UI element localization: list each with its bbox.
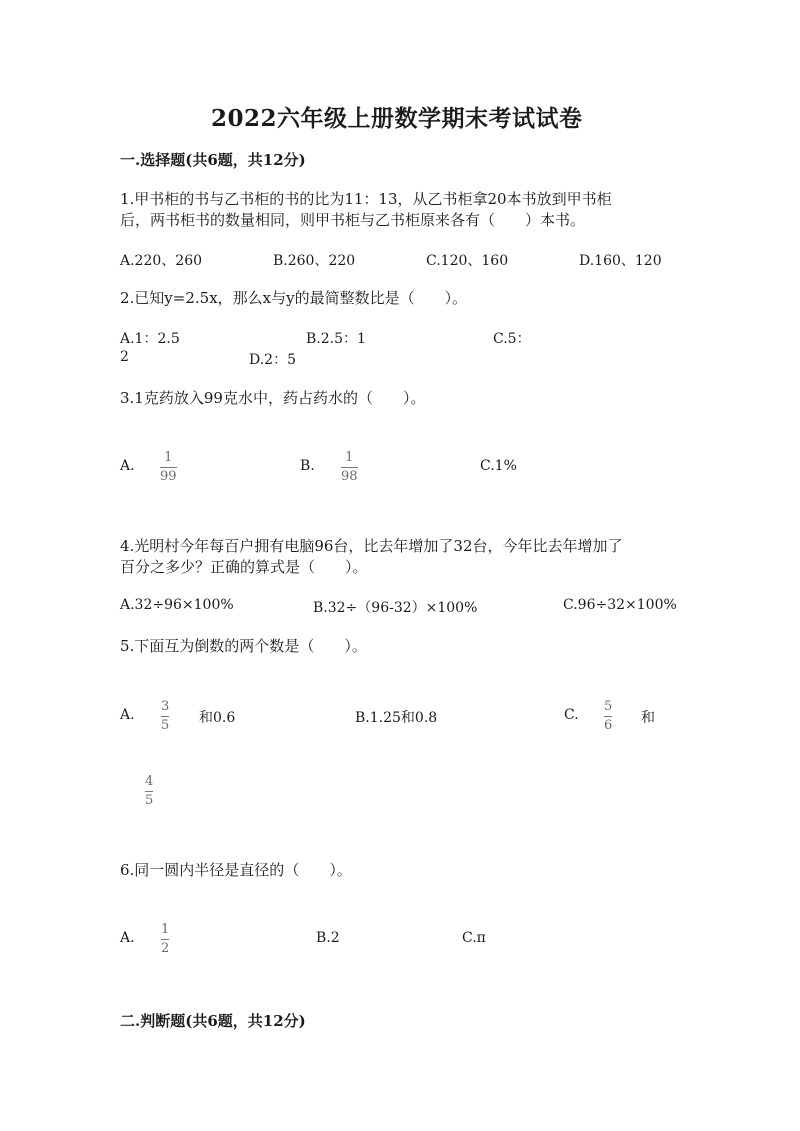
fraction-numerator: 4	[145, 774, 154, 789]
fraction-bar	[604, 716, 612, 717]
fraction-numerator: 3	[161, 699, 170, 714]
question-2-text: 2.已知y=2.5x，那么x与y的最简整数比是（ ）。	[120, 289, 468, 307]
fraction-bar	[145, 791, 153, 792]
fraction-denominator: 98	[341, 469, 358, 484]
fraction-numerator: 1	[164, 450, 173, 465]
question-6-option-b: B.2	[316, 930, 340, 946]
question-2-option-c: C.5：	[493, 331, 531, 347]
question-5-option-c-tail: 和	[641, 710, 655, 726]
question-4-option-a: A.32÷96×100%	[120, 597, 234, 613]
fraction-bar	[341, 467, 358, 468]
fraction-numerator: 1	[161, 922, 170, 937]
question-5-option-a-label: A.	[120, 707, 135, 723]
fraction-bar	[161, 939, 169, 940]
fraction-denominator: 99	[160, 469, 177, 484]
section-judgement-heading: 二.判断题(共6题，共12分)	[120, 1012, 306, 1030]
question-1-line-2: 后，两书柜书的数量相同，则甲书柜与乙书柜原来各有（ ）本书。	[120, 211, 586, 229]
question-1-option-d: D.160、120	[579, 253, 662, 269]
question-6-option-a-label: A.	[120, 930, 135, 946]
question-2-option-c-continued: 2	[120, 349, 129, 365]
question-3-option-a-fraction	[160, 451, 177, 484]
fraction-denominator: 5	[161, 718, 170, 733]
question-5-option-a-fraction	[161, 700, 169, 733]
question-3-option-b-fraction	[341, 451, 358, 484]
question-5-text: 5.下面互为倒数的两个数是（ ）。	[120, 637, 367, 655]
fraction-denominator: 2	[161, 941, 170, 956]
question-4-option-b: B.32÷（96-32）×100%	[313, 600, 478, 616]
question-5-option-c-label: C.	[564, 707, 579, 723]
question-5-option-c-fraction	[604, 700, 612, 733]
question-4-option-c: C.96÷32×100%	[563, 597, 677, 613]
question-3-text: 3.1克药放入99克水中，药占药水的（ ）。	[120, 389, 426, 407]
fraction-denominator: 6	[604, 718, 613, 733]
question-5-option-a-tail: 和0.6	[199, 710, 236, 726]
question-3-option-a-label: A.	[120, 458, 135, 474]
question-6-text: 6.同一圆内半径是直径的（ ）。	[120, 861, 352, 879]
question-3-option-c: C.1%	[480, 458, 517, 474]
section-choice-heading: 一.选择题(共6题，共12分)	[120, 151, 306, 169]
question-5-option-b: B.1.25和0.8	[355, 710, 438, 726]
fraction-denominator: 5	[145, 793, 154, 808]
question-6-option-a-fraction	[161, 923, 169, 956]
question-4-line-1: 4.光明村今年每百户拥有电脑96台，比去年增加了32台，今年比去年增加了	[120, 537, 623, 555]
question-1-option-c: C.120、160	[426, 253, 509, 269]
fraction-bar	[160, 467, 177, 468]
page-title: 2022六年级上册数学期末考试试卷	[211, 105, 583, 132]
question-4-line-2: 百分之多少？正确的算式是（ ）。	[120, 558, 368, 576]
question-1-option-b: B.260、220	[273, 253, 356, 269]
question-6-option-c: C.π	[462, 930, 486, 946]
fraction-bar	[161, 716, 169, 717]
question-2-option-a: A.1：2.5	[120, 331, 180, 347]
fraction-numerator: 1	[345, 450, 354, 465]
question-2-option-d: D.2：5	[249, 352, 296, 368]
question-3-option-b-label: B.	[300, 458, 315, 474]
question-1-line-1: 1.甲书柜的书与乙书柜的书的比为11：13，从乙书柜拿20本书放到甲书柜	[120, 190, 612, 208]
fraction-numerator: 5	[604, 699, 613, 714]
question-1-option-a: A.220、260	[120, 253, 203, 269]
question-2-option-b: B.2.5：1	[306, 331, 366, 347]
question-5-option-c-second-fraction	[145, 775, 153, 808]
